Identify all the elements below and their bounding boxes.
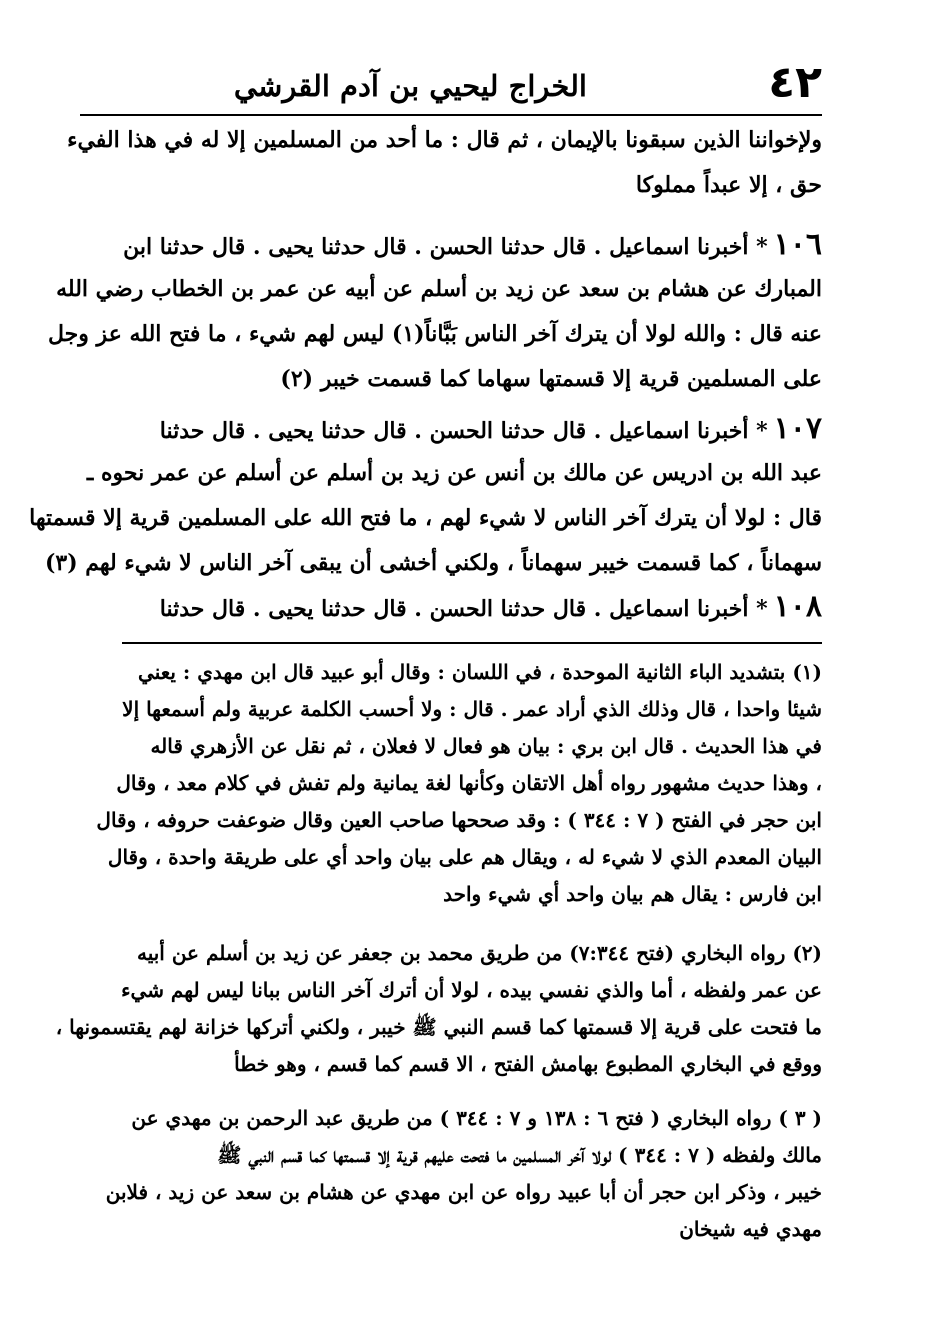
text-line-content: * أخبرنا اسماعيل . قال حدثنا الحسن . قال حدثنا يحيى . قال حدثنا ابن [123,234,768,260]
footnote-line: ابن حجر في الفتح ( ٧ : ٣٤٤ ) : وقد صححها صاحب العين وقال ضوعفت حروفه ، وقال [96,808,822,832]
footnote-1 [72,654,822,913]
text-line [72,222,822,267]
footnote-line: ابن فارس : يقال هم بيان واحد أي شيء واحد [443,882,822,906]
page-header [80,58,822,116]
page-number: ٤٢ [768,57,822,108]
entry-number: ١٠٧ [773,411,822,446]
footnote-line: ، وهذا حديث مشهور رواه أهل الاتقان وكأنها لغة يمانية ولم تفش في كلام معد ، وقال [116,771,822,795]
text-line: المبارك عن هشام بن سعد عن زيد بن أسلم عن أبيه عن عمر بن الخطاب رضي الله [56,276,822,302]
text-line: ولإخواننا الذين سبقونا بالإيمان ، ثم قال : ما أحد من المسلمين إلا له في هذا الفيء [67,127,822,153]
intro-paragraph [67,118,822,208]
footnote-line: ما فتحت على قرية إلا قسمتها كما قسم النبي ﷺ خيبر ، ولكني أتركها خزانة لهم يقتسمونها ، [55,1015,822,1039]
footnote-line: شيئا واحدا ، قال وذلك الذي أراد عمر . قال : ولا أحسب الكلمة عربية ولم أسمعها إلا [122,697,822,721]
entry-number: ١٠٨ [773,589,822,624]
text-line: سهماناً ، كما قسمت خيبر سهماناً ، ولكني أخشى أن يبقى آخر الناس لا شيء لهم (٣) [44,550,822,576]
footnote-2 [55,935,822,1083]
hadith-entry-108 [72,584,822,629]
footnote-line: ( ٣ ) رواه البخاري ( فتح ٦ : ١٣٨ و ٧ : ٣٤٤ ) من طريق عبد الرحمن بن مهدي عن [131,1106,822,1130]
running-title: الخراج ليحيي بن آدم القرشي [233,69,587,103]
footnote-line: في هذا الحديث . قال ابن بري : بيان هو فعال لا فعلان ، ثم نقل عن الأزهري قاله [150,734,822,758]
text-line: عبد الله بن ادريس عن مالك بن أنس عن زيد بن أسلم عن أسلم عن عمر نحوه ـ [86,460,822,486]
text-line: قال : لولا أن يترك آخر الناس لا شيء لهم ، ما فتح الله على المسلمين قرية إلا قسمتها [29,505,822,531]
footnote-separator [122,642,822,644]
footnote-line: مالك ولفظه ( ٧ : ٣٤٤ ) لولا آخر المسلمين ما فتحت عليهم قرية إلا قسمتها كما قسم النبي ﷺ [217,1143,822,1167]
text-line: عنه قال : والله لولا أن يترك آخر الناس بَبَّاناً(١) ليس لهم شيء ، ما فتح الله عز وجل [48,321,822,347]
text-line-content: * أخبرنا اسماعيل . قال حدثنا الحسن . قال حدثنا يحيى . قال حدثنا [159,596,768,622]
text-line-content: * أخبرنا اسماعيل . قال حدثنا الحسن . قال حدثنا يحيى . قال حدثنا [159,418,768,444]
text-line [72,584,822,629]
footnote-line: (١) بتشديد الباء الثانية الموحدة ، في اللسان : وقال أبو عبيد قال ابن مهدي : يعني [138,660,822,684]
footnote-line: مهدي فيه شيخان [679,1217,822,1241]
text-line: على المسلمين قرية إلا قسمتها سهاما كما قسمت خيبر (٢) [280,366,822,392]
footnote-line: (٢) رواه البخاري (فتح ٧:٣٤٤) من طريق محمد بن جعفر عن زيد بن أسلم عن أبيه [136,941,822,965]
entry-number: ١٠٦ [773,227,822,262]
footnote-line: البيان المعدم الذي لا شيء له ، ويقال هم على بيان واحد أي على طريقة واحدة ، وقال [107,845,822,869]
footnote-line: ووقع في البخاري المطبوع بهامش الفتح ، الا قسم كما قسم ، وهو خطأ [234,1052,822,1076]
hadith-entry-106 [48,222,822,402]
hadith-entry-107 [29,406,822,586]
footnote-line: عن عمر ولفظه ، أما والذي نفسي بيده ، لولا أن أترك آخر الناس ببانا ليس لهم شيء [121,978,822,1002]
footnote-line: خيبر ، وذكر ابن حجر أن أبا عبيد رواه عن ابن مهدي عن هشام بن سعد عن زيد ، فلابن [105,1180,822,1204]
text-line [72,406,822,451]
footnote-3 [72,1100,822,1248]
text-line: حق ، إلا عبداً مملوكا [635,172,822,198]
